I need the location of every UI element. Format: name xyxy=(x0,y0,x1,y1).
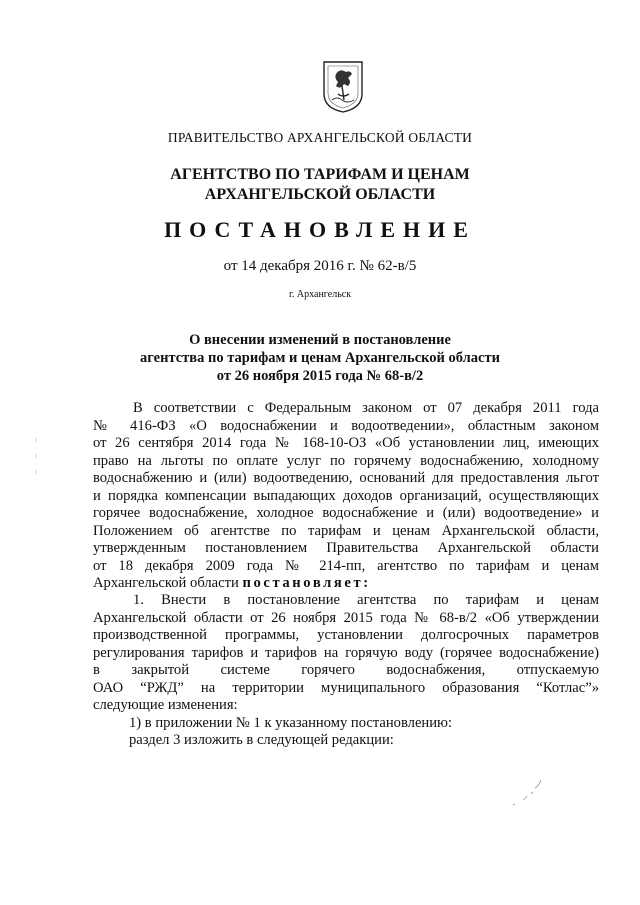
coat-of-arms-icon xyxy=(322,60,364,114)
body-line: утвержденным постановлением Правительства Архангельской области xyxy=(93,540,599,556)
margin-mark xyxy=(32,436,40,476)
body-line: право на льготы по оплате услуг по горячему водоснабжению, холодному xyxy=(93,452,599,469)
preamble-paragraph xyxy=(93,400,599,593)
government-name: ПРАВИТЕЛЬСТВО АРХАНГЕЛЬСКОЙ ОБЛАСТИ xyxy=(167,130,473,145)
item-1-subitem: раздел 3 изложить в следующей редакции: xyxy=(129,732,394,748)
body-line-resolves xyxy=(93,575,599,593)
body-line: Архангельской области от 26 ноября 2015 года № 68-в/2 «Об утверждении xyxy=(93,609,599,626)
body-line: и порядка компенсации выпадающих доходов организаций, осуществляющих xyxy=(93,487,599,504)
body-line: от 26 сентября 2014 года № 168-10-ОЗ «Об установлении лиц, имеющих xyxy=(93,435,599,451)
agency-name-line1: АГЕНТСТВО ПО ТАРИФАМ И ЦЕНАМ xyxy=(170,166,470,183)
body-line: регулирования тарифов и тарифов на горячую воду (горячее водоснабжение) xyxy=(93,644,599,661)
pen-scribble xyxy=(505,778,545,806)
agency-name-line2: АРХАНГЕЛЬСКОЙ ОБЛАСТИ xyxy=(204,186,436,203)
body-line: В соответствии с Федеральным законом от 07 декабря 2011 года xyxy=(133,400,599,416)
resolves-keyword: постановляет: xyxy=(242,575,371,591)
body-line: горячее водоснабжение, холодное водоснабжение и (или) водоотведение» и xyxy=(93,505,599,521)
resolves-prefix: Архангельской области xyxy=(93,575,239,591)
document-type-title: ПОСТАНОВЛЕНИЕ xyxy=(164,217,476,242)
subject-line1: О внесении изменений в постановление xyxy=(189,332,451,348)
article-1-paragraph xyxy=(93,592,599,750)
body-line: производственной программы, установлении долгосрочных параметров xyxy=(93,627,599,643)
body-line: от 18 декабря 2009 года № 214-пп, агентство по тарифам и ценам xyxy=(93,557,599,574)
body-line: № 416-ФЗ «О водоснабжении и водоотведении», областным законом xyxy=(93,417,599,434)
body-line: водоснабжению и (или) водоотведению, оснований для предоставления льгот xyxy=(93,470,599,486)
subject-line3: от 26 ноября 2015 года № 68-в/2 xyxy=(216,368,424,384)
item-1: 1) в приложении № 1 к указанному постановлению: xyxy=(129,714,453,731)
body-line: 1. Внести в постановление агентства по тарифам и ценам xyxy=(133,592,599,608)
body-line: следующие изменения: xyxy=(93,697,238,713)
body-line: Положением об агентстве по тарифам и ценам Архангельской области, xyxy=(93,522,599,539)
body-line: ОАО “РЖД” на территории муниципального образования “Котлас”» xyxy=(93,679,599,696)
document-city: г. Архангельск xyxy=(288,289,352,300)
document-date-number: от 14 декабря 2016 г. № 62-в/5 xyxy=(223,258,417,274)
subject-line2: агентства по тарифам и ценам Архангельской области xyxy=(140,350,500,366)
body-line: в закрытой системе горячего водоснабжения, отпускаемую xyxy=(93,662,599,678)
